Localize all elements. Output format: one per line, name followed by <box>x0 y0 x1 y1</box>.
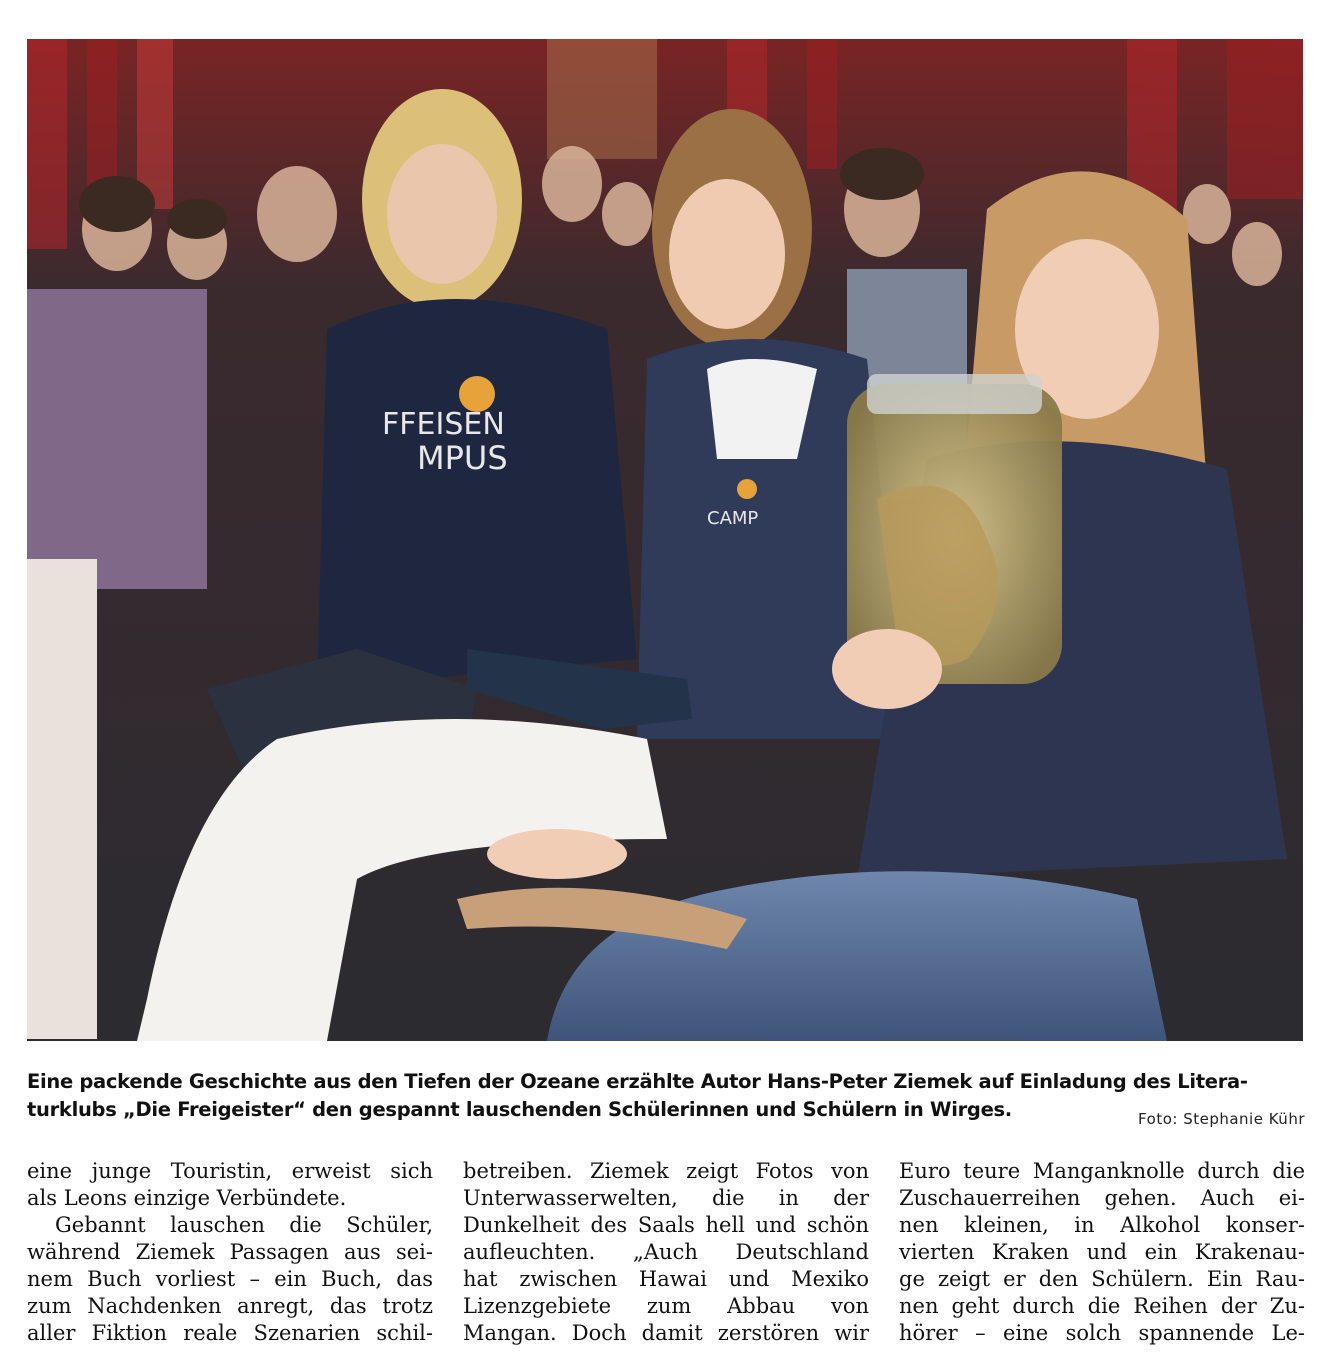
text-line: Lizenzgebiete zum Abbau von <box>463 1294 869 1318</box>
shirt-text-1: FFEISEN <box>382 407 505 442</box>
caption-line-2: turklubs „Die Freigeister“ den gespannt lauschenden Schülerinnen und Schülern in Wirges. <box>27 1098 1012 1121</box>
text-line: nen geht durch die Reihen der Zu- <box>899 1294 1305 1318</box>
text-line: vierten Kraken und ein Krakenau- <box>899 1240 1305 1264</box>
article-column-1 <box>27 1158 433 1347</box>
text-line: Unterwasserwelten, die in der <box>463 1186 869 1210</box>
text-line: Mangan. Doch damit zerstören wir <box>463 1321 869 1345</box>
article-photo <box>27 39 1303 1041</box>
text-line: zum Nachdenken anregt, das trotz <box>27 1294 433 1318</box>
text-line: Dunkelheit des Saals hell und schön <box>463 1213 869 1237</box>
article-column-2 <box>463 1158 869 1347</box>
text-line: aller Fiktion reale Szenarien schil- <box>27 1321 433 1345</box>
text-line: als Leons einzige Verbündete. <box>27 1186 347 1210</box>
caption-line-1: Eine packende Geschichte aus den Tiefen der Ozeane erzählte Autor Hans-Peter Ziemek auf Einladung des Litera- <box>27 1070 1248 1093</box>
text-line: ge zeigt er den Schülern. Ein Rau- <box>899 1267 1305 1291</box>
article-column-3 <box>899 1158 1305 1347</box>
text-line: hat zwischen Hawai und Mexiko <box>463 1267 869 1291</box>
text-line: hörer – eine solch spannende Le- <box>899 1321 1305 1345</box>
shirt-text-3: CAMP <box>707 508 759 529</box>
text-line: nen kleinen, in Alkohol konser- <box>899 1213 1305 1237</box>
text-line: Gebannt lauschen die Schüler, <box>55 1213 433 1237</box>
text-line: aufleuchten. „Auch Deutschland <box>463 1240 869 1264</box>
photo-illustration <box>27 39 1303 1041</box>
text-line: während Ziemek Passagen aus sei- <box>27 1240 433 1264</box>
text-line: Zuschauerreihen gehen. Auch ei- <box>899 1186 1305 1210</box>
text-line: nem Buch vorliest – ein Buch, das <box>27 1267 433 1291</box>
text-line: betreiben. Ziemek zeigt Fotos von <box>463 1159 869 1183</box>
text-line: Euro teure Manganknolle durch die <box>899 1159 1305 1183</box>
photo-caption <box>27 1068 1305 1128</box>
text-line: eine junge Touristin, erweist sich <box>27 1159 433 1183</box>
shirt-text-2: MPUS <box>417 439 508 477</box>
photo-credit: Foto: Stephanie Kühr <box>1138 1110 1305 1128</box>
